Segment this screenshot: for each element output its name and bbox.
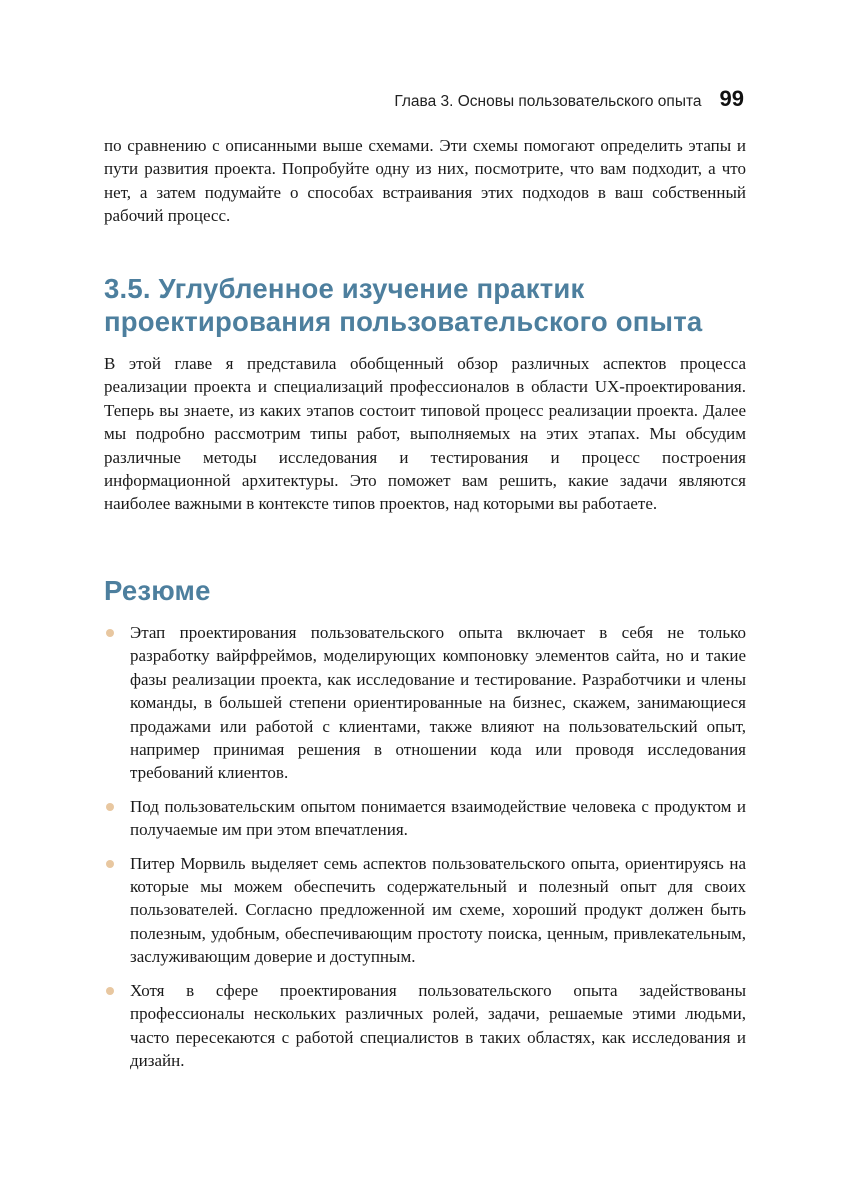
list-item-text: Под пользовательским опытом понимается взаимодействие человека с продуктом и получаемые им при этом впечатления.	[130, 796, 746, 840]
summary-list	[104, 621, 746, 1082]
page-number: 99	[719, 86, 744, 111]
bullet-dot-icon	[106, 629, 114, 637]
section-heading-line-1: 3.5. Углубленное изучение практик	[104, 273, 585, 304]
list-item-text: Хотя в сфере проектирования пользовательского опыта задействованы профессионалы нескольких различных ролей, задачи, решаемые этими людьми, часто пересекаются с работой специалистов в таких областях, как исследования и дизайн.	[130, 980, 746, 1070]
bullet-dot-icon	[106, 860, 114, 868]
summary-heading: Резюме	[104, 575, 211, 606]
bullet-dot-icon	[106, 803, 114, 811]
list-item	[104, 852, 746, 969]
running-header	[104, 86, 744, 112]
list-item-text: Этап проектирования пользовательского опыта включает в себя не только разработку вайрфреймов, моделирующих компоновку элементов сайта, но и такие фазы реализации проекта, как исследование и тестирование. Разработчики и члены команды, в большей степени ориентированные на бизнес, скажем, занимающиеся продажами или работой с клиентами, также влияют на пользовательский опыт, например принимая решения в отношении кода или проводя исследования требований клиентов.	[130, 623, 746, 783]
section-heading	[104, 272, 744, 338]
list-item	[104, 795, 746, 842]
chapter-title: Глава 3. Основы пользовательского опыта	[394, 93, 702, 110]
list-item-text: Питер Морвиль выделяет семь аспектов пользовательского опыта, ориентируясь на которые мы можем обеспечить содержательный и полезный опыт для своих пользователей. Согласно предложенной им схеме, хороший продукт должен быть полезным, удобным, обеспечивающим простоту поиска, ценным, привлекательным, заслуживающим доверие и доступным.	[130, 853, 746, 967]
section-paragraph: В этой главе я представила обобщенный обзор различных аспектов процесса реализации проекта и специализаций профессионалов в области UX-проектирования. Теперь вы знаете, из каких этапов состоит типовой процесс реализации проекта. Далее мы подробно рассмотрим типы работ, выполняемых на этих этапах. Мы обсудим различные методы исследования и тестирования и процесс построения информационной архитектуры. Это поможет вам решить, какие задачи являются наиболее важными в контексте типов проектов, над которыми вы работаете.	[104, 354, 746, 514]
bullet-dot-icon	[106, 987, 114, 995]
intro-paragraph: по сравнению с описанными выше схемами. Эти схемы помогают определить этапы и пути развития проекта. Попробуйте одну из них, посмотрите, что вам подходит, а что нет, а затем подумайте о способах встраивания этих подходов в ваш собственный рабочий процесс.	[104, 136, 746, 226]
list-item	[104, 621, 746, 785]
list-item	[104, 979, 746, 1073]
section-heading-line-2: проектирования пользовательского опыта	[104, 306, 703, 337]
